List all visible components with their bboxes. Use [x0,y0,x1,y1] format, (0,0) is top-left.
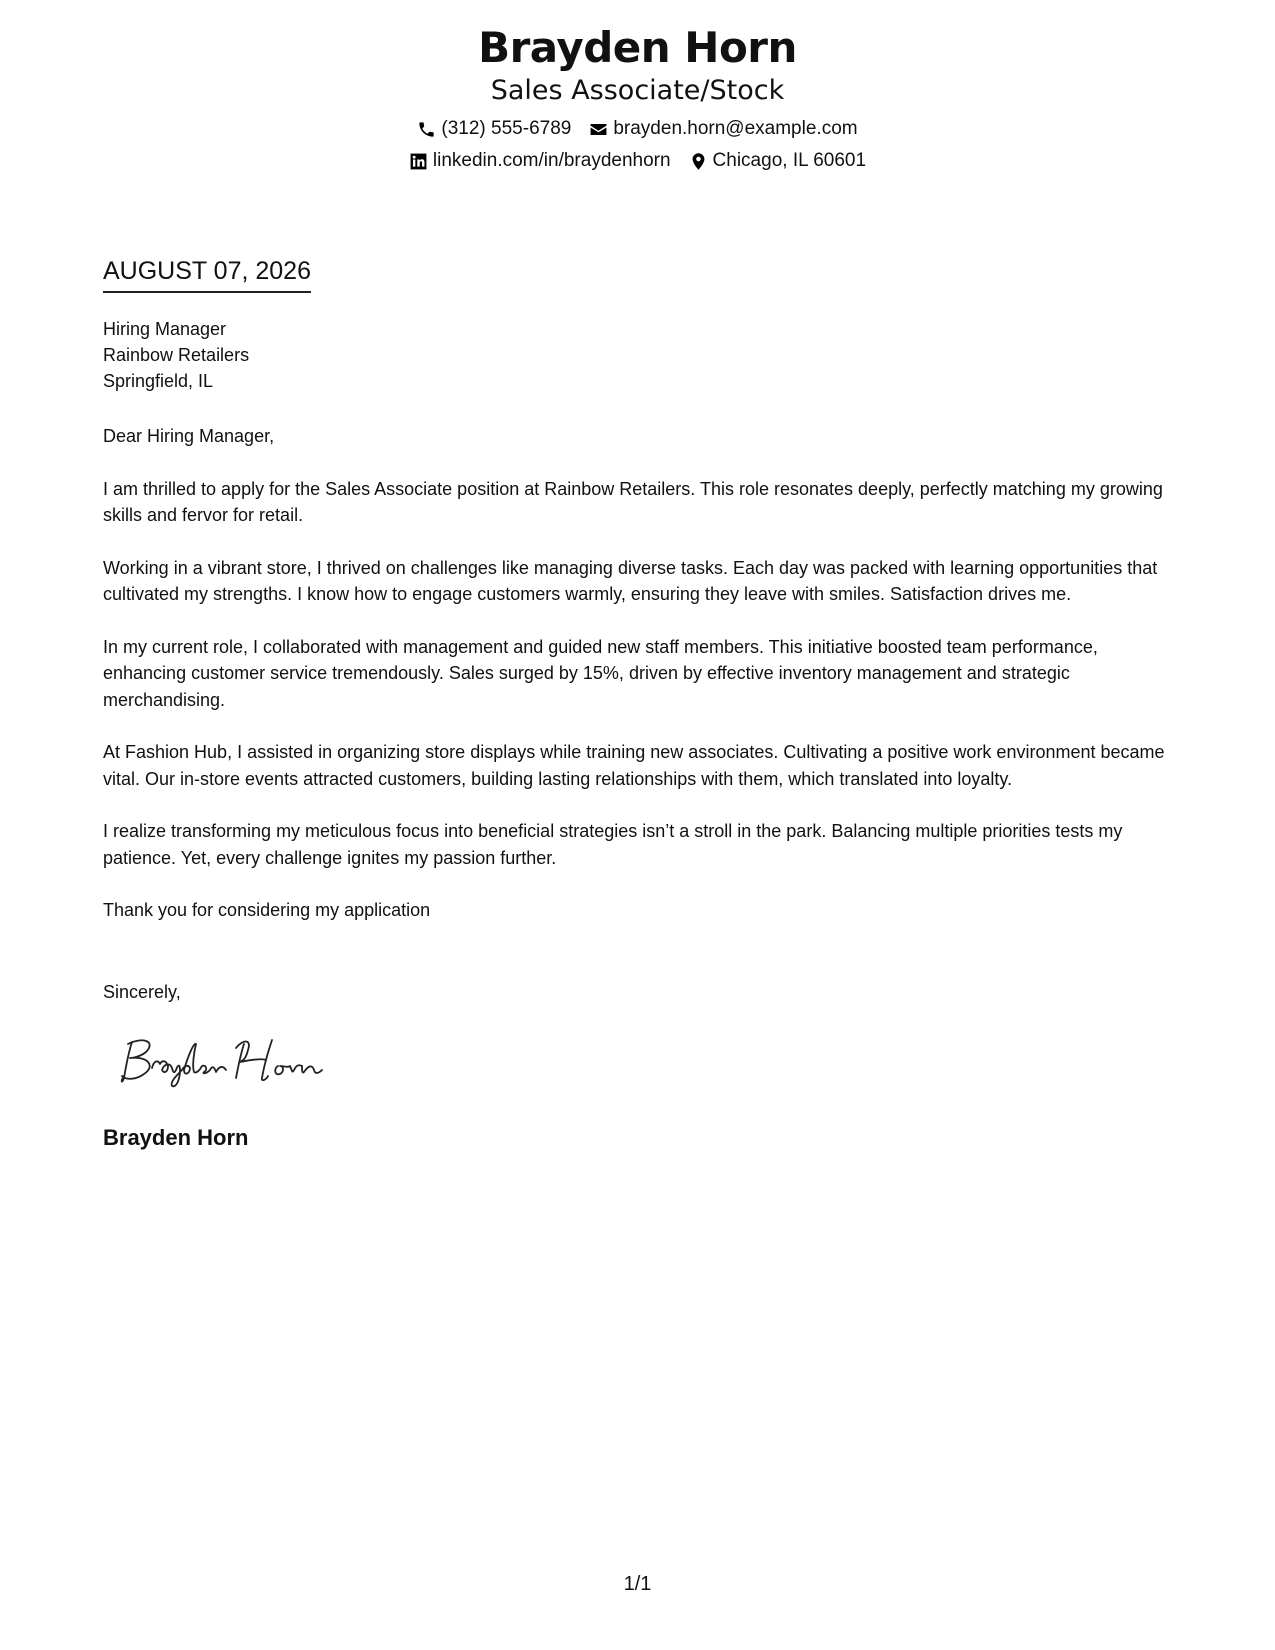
handwritten-signature [118,1030,358,1090]
contact-location [689,149,867,173]
body-paragraph: Thank you for considering my application [103,900,431,920]
body-paragraph: I realize transforming my meticulous focus into beneficial strategies isn’t a stroll in the park. Balancing multiple priorities tests my patience. Yet, every challenge ignites my passion further. [103,821,1123,868]
envelope-icon [589,120,608,139]
body-paragraph: In my current role, I collaborated with management and guided new staff members. This initiative boosted team performance, enhancing customer service tremendously. Sales surged by 15%, driven by effective inventory management and strategic merchandising. [103,636,1098,710]
body-paragraph: I am thrilled to apply for the Sales Associate position at Rainbow Retailers. This role resonates deeply, perfectly matching my growing skills and fervor for retail. [103,478,1163,525]
email-text: brayden.horn@example.com [613,118,858,139]
contact-phone[interactable] [417,117,571,141]
signoff-name: Brayden Horn [103,1125,249,1150]
recipient-title: Hiring Manager [103,319,227,339]
contact-linkedin[interactable] [409,149,671,173]
phone-icon [417,120,436,139]
phone-text: (312) 555-6789 [441,118,572,139]
location-text: Chicago, IL 60601 [712,150,867,171]
letter-header [0,22,1275,173]
closing: Sincerely, [103,982,181,1002]
applicant-role: Sales Associate/Stock [490,75,785,106]
contact-row-secondary [0,149,1275,173]
body-paragraph: Working in a vibrant store, I thrived on challenges like managing diverse tasks. Each day was packed with learning opportunities that cultivated my strengths. I know how to engage customers warmly, ensuring they leave with smiles. Satisfaction drives me. [103,557,1158,604]
recipient-company: Rainbow Retailers [103,345,250,365]
letter-body [103,423,1178,950]
letter-date: AUGUST 07, 2026 [103,256,311,293]
greeting: Dear Hiring Manager, [103,426,275,446]
contact-row-primary [0,117,1275,141]
recipient-block [103,316,249,394]
applicant-name: Brayden Horn [478,23,797,72]
body-paragraph: At Fashion Hub, I assisted in organizing store displays while training new associates. Cultivating a positive work environment became vital. Our in-store events attracted customers, building lasting relationships with them, which translated into loyalty. [103,742,1165,789]
linkedin-icon [409,152,428,171]
page-number: 1/1 [623,1573,652,1595]
recipient-location: Springfield, IL [103,371,214,391]
linkedin-text: linkedin.com/in/braydenhorn [432,150,671,171]
contact-email[interactable] [589,117,857,141]
map-marker-icon [689,152,708,171]
